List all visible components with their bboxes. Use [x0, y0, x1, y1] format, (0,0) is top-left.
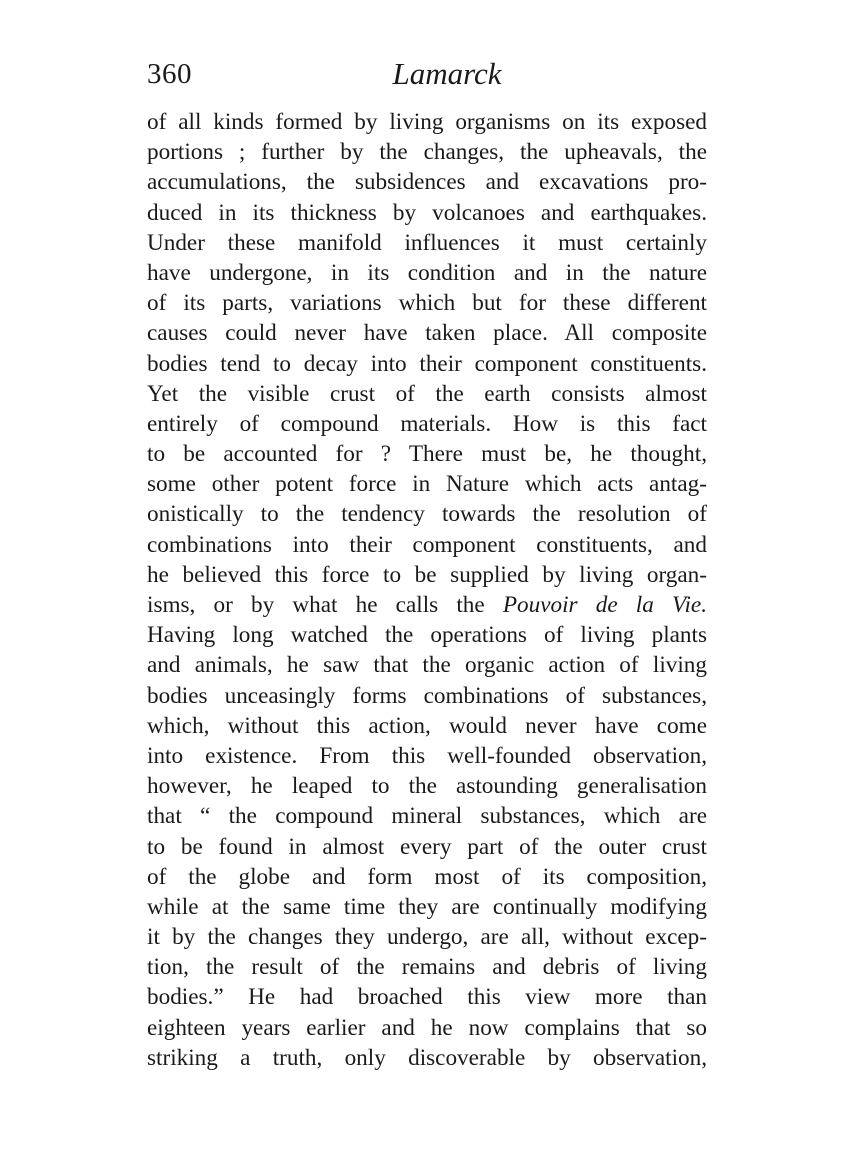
running-title: Lamarck: [392, 56, 502, 91]
text-line: bodies tend to decay into their component constituents.: [147, 350, 707, 377]
text-line: to be accounted for ? There must be, he thought,: [147, 441, 707, 468]
text-line: however, he leaped to the astounding generalisation: [147, 773, 707, 800]
text-line: Under these manifold influences it must certainly: [147, 229, 707, 256]
text-line: duced in its thickness by volcanoes and earthquakes.: [147, 199, 707, 226]
text-line: causes could never have taken place. All composite: [147, 320, 707, 347]
text-line: which, without this action, would never have come: [147, 712, 707, 739]
text-line: some other potent force in Nature which acts antag-: [147, 471, 707, 498]
text-line: of the globe and form most of its composition,: [147, 863, 707, 890]
running-head: [147, 58, 707, 94]
text-line: eighteen years earlier and he now complains that so: [147, 1014, 707, 1041]
text-line: and animals, he saw that the organic action of living: [147, 652, 707, 679]
text-line: accumulations, the subsidences and excavations pro-: [147, 169, 707, 196]
text-line: bodies unceasingly forms combinations of substances,: [147, 682, 707, 709]
text-line: bodies.” He had broached this view more than: [147, 984, 707, 1011]
body-text: [147, 107, 707, 1073]
text-segment: isms, or by what he calls the: [147, 592, 485, 618]
text-line: that “ the compound mineral substances, which are: [147, 803, 707, 830]
text-line: striking a truth, only discoverable by observation,: [147, 1044, 707, 1071]
text-line: into existence. From this well-founded observation,: [147, 742, 707, 769]
text-line: of its parts, variations which but for these different: [147, 290, 707, 317]
text-line: Yet the visible crust of the earth consists almost: [147, 380, 707, 407]
text-line: portions ; further by the changes, the upheavals, the: [147, 139, 707, 166]
text-line: onistically to the tendency towards the resolution of: [147, 501, 707, 528]
page-number: 360: [147, 58, 192, 90]
text-line: entirely of compound materials. How is this fact: [147, 410, 707, 437]
text-line: of all kinds formed by living organisms on its exposed: [147, 109, 707, 135]
text-line: it by the changes they undergo, are all, without excep-: [147, 924, 707, 951]
text-line: to be found in almost every part of the outer crust: [147, 833, 707, 860]
text-line: combinations into their component constituents, and: [147, 531, 707, 558]
text-line: Having long watched the operations of living plants: [147, 622, 707, 649]
text-line: he believed this force to be supplied by living organ-: [147, 561, 707, 588]
text-line: tion, the result of the remains and debris of living: [147, 954, 707, 981]
italic-phrase: Pouvoir de la Vie.: [502, 592, 707, 618]
text-line: while at the same time they are continually modifying: [147, 893, 707, 920]
text-line: have undergone, in its condition and in the nature: [147, 259, 707, 286]
text-line-with-italic: [147, 590, 707, 620]
